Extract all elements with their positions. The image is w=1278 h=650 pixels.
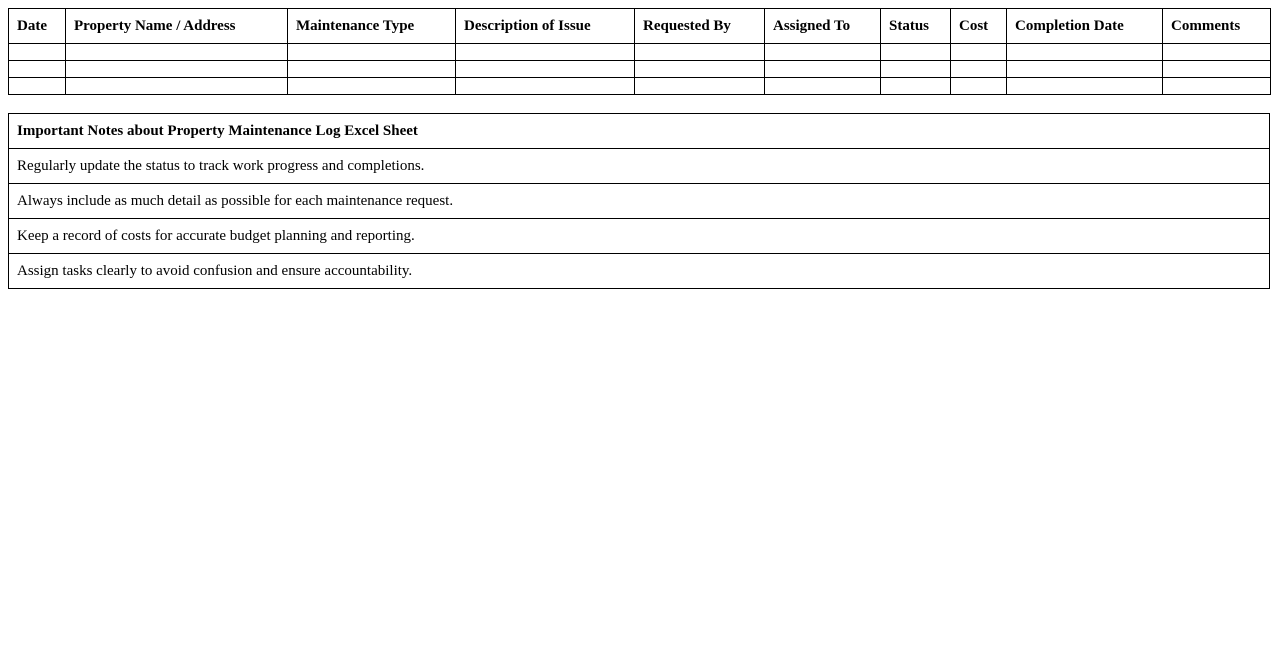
notes-header-row	[9, 114, 1270, 149]
column-header-completion-date: Completion Date	[1007, 9, 1163, 44]
column-header-cost: Cost	[951, 9, 1007, 44]
table-cell[interactable]	[456, 78, 635, 95]
table-row	[9, 61, 1271, 78]
column-header-description: Description of Issue	[456, 9, 635, 44]
table-row	[9, 44, 1271, 61]
table-cell[interactable]	[1007, 78, 1163, 95]
header-row	[9, 9, 1271, 44]
note-row	[9, 184, 1270, 219]
notes-title: Important Notes about Property Maintenance Log Excel Sheet	[9, 114, 1270, 149]
table-cell[interactable]	[1163, 78, 1271, 95]
document-body	[8, 8, 1270, 289]
table-cell[interactable]	[66, 78, 288, 95]
table-cell[interactable]	[288, 78, 456, 95]
table-cell[interactable]	[951, 78, 1007, 95]
table-cell[interactable]	[765, 61, 881, 78]
column-header-date: Date	[9, 9, 66, 44]
note-item: Regularly update the status to track work progress and completions.	[9, 149, 1270, 184]
table-cell[interactable]	[288, 44, 456, 61]
maintenance-log-table	[8, 8, 1271, 95]
column-header-comments: Comments	[1163, 9, 1271, 44]
column-header-maintenance-type: Maintenance Type	[288, 9, 456, 44]
note-row	[9, 254, 1270, 289]
table-cell[interactable]	[9, 78, 66, 95]
table-cell[interactable]	[66, 61, 288, 78]
table-cell[interactable]	[288, 61, 456, 78]
table-cell[interactable]	[635, 78, 765, 95]
table-cell[interactable]	[951, 44, 1007, 61]
column-header-property: Property Name / Address	[66, 9, 288, 44]
note-item: Keep a record of costs for accurate budget planning and reporting.	[9, 219, 1270, 254]
column-header-requested-by: Requested By	[635, 9, 765, 44]
note-item: Always include as much detail as possible for each maintenance request.	[9, 184, 1270, 219]
notes-table	[8, 113, 1270, 289]
table-cell[interactable]	[66, 44, 288, 61]
column-header-assigned-to: Assigned To	[765, 9, 881, 44]
table-row	[9, 78, 1271, 95]
table-cell[interactable]	[456, 44, 635, 61]
table-cell[interactable]	[456, 61, 635, 78]
table-cell[interactable]	[881, 78, 951, 95]
table-cell[interactable]	[9, 61, 66, 78]
note-row	[9, 149, 1270, 184]
note-item: Assign tasks clearly to avoid confusion and ensure accountability.	[9, 254, 1270, 289]
table-cell[interactable]	[881, 61, 951, 78]
table-cell[interactable]	[1007, 61, 1163, 78]
table-cell[interactable]	[9, 44, 66, 61]
table-cell[interactable]	[1163, 44, 1271, 61]
table-cell[interactable]	[1007, 44, 1163, 61]
table-cell[interactable]	[1163, 61, 1271, 78]
table-cell[interactable]	[635, 61, 765, 78]
table-cell[interactable]	[635, 44, 765, 61]
note-row	[9, 219, 1270, 254]
table-cell[interactable]	[765, 78, 881, 95]
table-cell[interactable]	[765, 44, 881, 61]
table-cell[interactable]	[951, 61, 1007, 78]
table-cell[interactable]	[881, 44, 951, 61]
column-header-status: Status	[881, 9, 951, 44]
